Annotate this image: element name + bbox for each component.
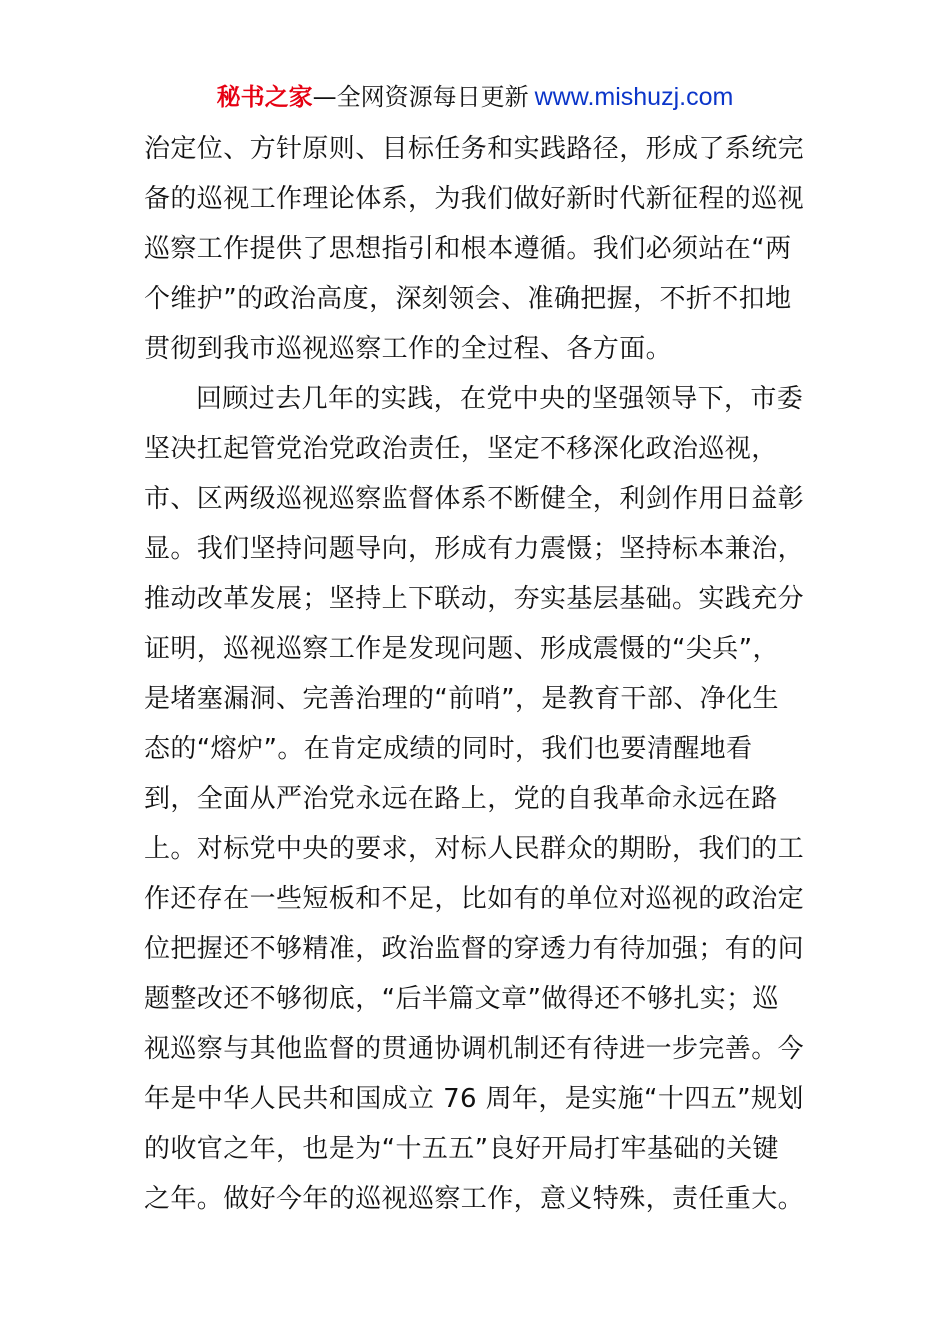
paragraph-1 — [144, 124, 810, 374]
text-line: 市、区两级巡视巡察监督体系不断健全，利剑作用日益彰 — [144, 484, 805, 514]
text-line: 个维护”的政治高度，深刻领会、准确把握，不折不扣地 — [144, 284, 792, 314]
header-tagline: —全网资源每日更新 — [312, 83, 529, 111]
text-line: 是堵塞漏洞、完善治理的“前哨”，是教育干部、净化生 — [144, 684, 779, 714]
text-line: 显。我们坚持问题导向，形成有力震慑；坚持标本兼治， — [144, 534, 805, 564]
text-line: 治定位、方针原则、目标任务和实践路径，形成了系统完 — [144, 134, 805, 164]
text-line: 回顾过去几年的实践，在党中央的坚强领导下，市委 — [196, 384, 804, 414]
text-line: 题整改还不够彻底，“后半篇文章”做得还不够扎实；巡 — [144, 984, 779, 1014]
text-line: 态的“熔炉”。在肯定成绩的同时，我们也要清醒地看 — [144, 734, 753, 764]
text-line: 视巡察与其他监督的贯通协调机制还有待进一步完善。今 — [144, 1034, 805, 1064]
text-line: 上。对标党中央的要求，对标人民群众的期盼，我们的工 — [144, 834, 805, 864]
document-body — [144, 124, 810, 1224]
text-line: 推动改革发展；坚持上下联动，夯实基层基础。实践充分 — [144, 584, 805, 614]
page-header — [0, 80, 950, 114]
text-line: 之年。做好今年的巡视巡察工作，意义特殊，责任重大。 — [144, 1184, 805, 1214]
text-line: 备的巡视工作理论体系，为我们做好新时代新征程的巡视 — [144, 184, 805, 214]
paragraph-2 — [144, 374, 810, 1224]
text-line: 贯彻到我市巡视巡察工作的全过程、各方面。 — [144, 334, 673, 364]
text-line: 位把握还不够精准，政治监督的穿透力有待加强；有的问 — [144, 934, 805, 964]
brand-name: 秘书之家 — [216, 83, 313, 111]
text-line: 巡察工作提供了思想指引和根本遵循。我们必须站在“两 — [144, 234, 792, 264]
text-line: 到，全面从严治党永远在路上，党的自我革命永远在路 — [144, 784, 778, 814]
text-line: 作还存在一些短板和不足，比如有的单位对巡视的政治定 — [144, 884, 805, 914]
text-line: 的收官之年，也是为“十五五”良好开局打牢基础的关键 — [144, 1134, 779, 1164]
website-link[interactable]: www.mishuzj.com — [534, 83, 734, 111]
text-line: 证明，巡视巡察工作是发现问题、形成震慑的“尖兵”， — [144, 634, 779, 664]
text-line: 年是中华人民共和国成立 76 周年，是实施“十四五”规划 — [144, 1084, 804, 1114]
text-line: 坚决扛起管党治党政治责任，坚定不移深化政治巡视， — [144, 434, 778, 464]
